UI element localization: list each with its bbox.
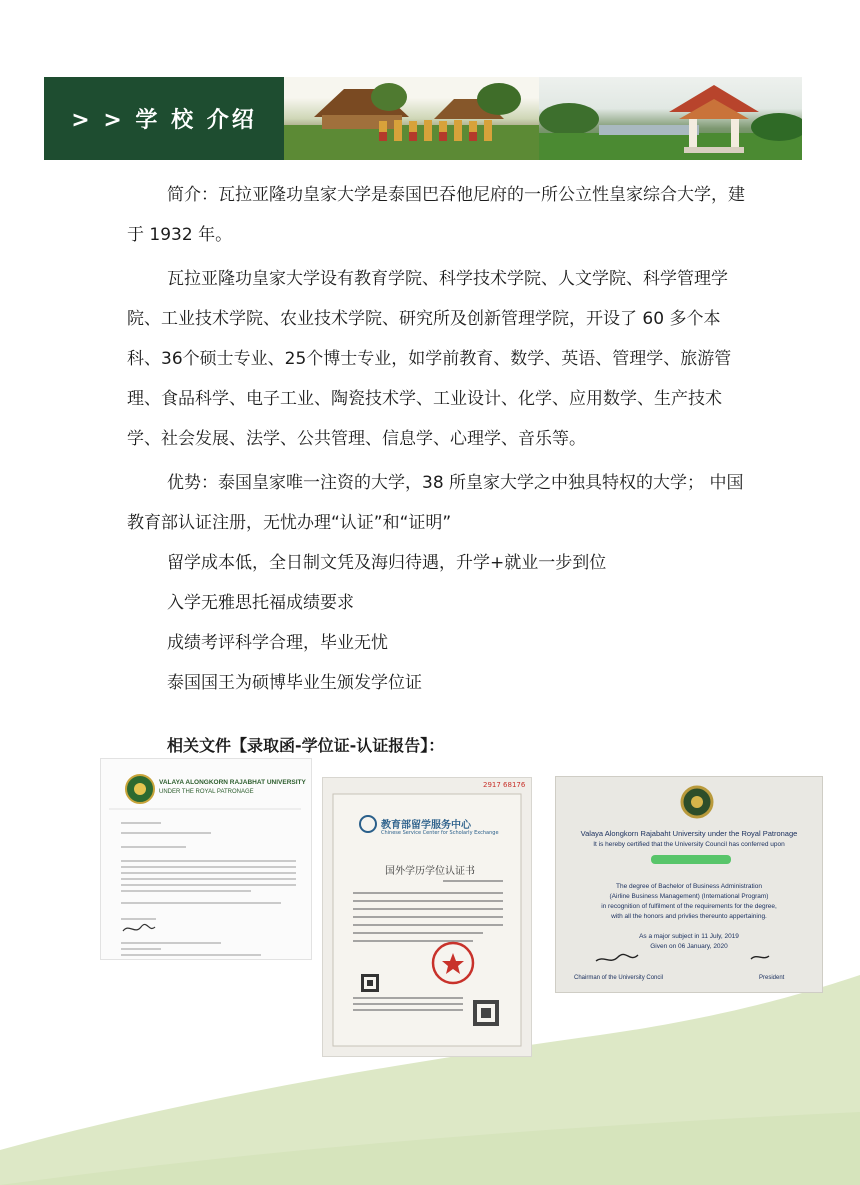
diploma-given: Given on 06 January, 2020 (650, 943, 728, 950)
diploma-certified-line: It is hereby certified that the University Council has conferred upon (593, 841, 785, 848)
letter-university-name: VALAYA ALONGKORN RAJABHAT UNIVERSITY (159, 779, 306, 786)
diploma-president-label: President (759, 975, 785, 981)
intro-paragraph-faculties: 瓦拉亚隆功皇家大学设有教育学院、科学技术学院、人文学院、科学管理学院、工业技术学院、农业技术学院、研究所及创新管理学院，开设了 60 多个本科、36个硕士专业、25个博士专业，如学前教育、数学、英语、管理学、旅游管理、食品科学、电子工业、陶瓷技术学、工业设计、化学、应用数学、生产技术学、社会发展、法学、公共管理、信息学、心理学、音乐等。 (127, 269, 732, 449)
intro-paragraph-advantages: 优势：泰国皇家唯一注资的大学，38 所皇家大学之中独具特权的大学； 中国教育部认证注册，无忧办理“认证”和“证明” (127, 473, 744, 533)
degree-certificate-image (555, 776, 823, 993)
diploma-honors: with all the honors and privlies thereunto appertaining. (611, 913, 767, 920)
certificate-title: 国外学历学位认证书 (385, 866, 475, 877)
certificate-organization-en: Chinese Service Center for Scholarly Exchange (381, 830, 499, 836)
admission-letter-image (100, 758, 312, 960)
certificate-serial: 2917 68176 (483, 781, 526, 789)
advantage-item: 成绩考评科学合理，毕业无忧 (167, 633, 388, 653)
diploma-program: (Airline Business Management) (International Program) (609, 893, 769, 900)
intro-paragraph-summary: 简介：瓦拉亚隆功皇家大学是泰国巴吞他尼府的一所公立性皇家综合大学，建于 1932 年。 (127, 185, 745, 245)
advantage-item: 泰国国王为硕博毕业生颁发学位证 (167, 673, 422, 693)
campus-dance-photo (284, 77, 539, 160)
certificate-organization: 教育部留学服务中心 (381, 820, 471, 831)
related-documents-heading: 相关文件【录取函-学位证-认证报告】： (167, 736, 445, 755)
diploma-degree: The degree of Bachelor of Business Administration (616, 883, 762, 890)
diploma-university: Valaya Alongkorn Rajabaht University under the Royal Patronage (580, 829, 798, 838)
section-title: > > 学 校 介绍 (44, 77, 284, 160)
intro-text (127, 175, 747, 703)
section-header (44, 77, 802, 160)
certification-report-image (322, 777, 532, 1057)
diploma-major: As a major subject in 11 July, 2019 (639, 933, 739, 940)
advantage-item: 入学无雅思托福成绩要求 (167, 593, 354, 613)
diploma-fulfilment: in recognition of fulfilment of the requirements for the degree, (601, 903, 777, 910)
campus-pavilion-photo (539, 77, 802, 160)
advantage-item: 留学成本低，全日制文凭及海归待遇，升学+就业一步到位 (167, 553, 607, 573)
diploma-chairman-label: Chairman of the University Concil (574, 975, 664, 981)
letter-university-subtitle: UNDER THE ROYAL PATRONAGE (159, 789, 254, 795)
